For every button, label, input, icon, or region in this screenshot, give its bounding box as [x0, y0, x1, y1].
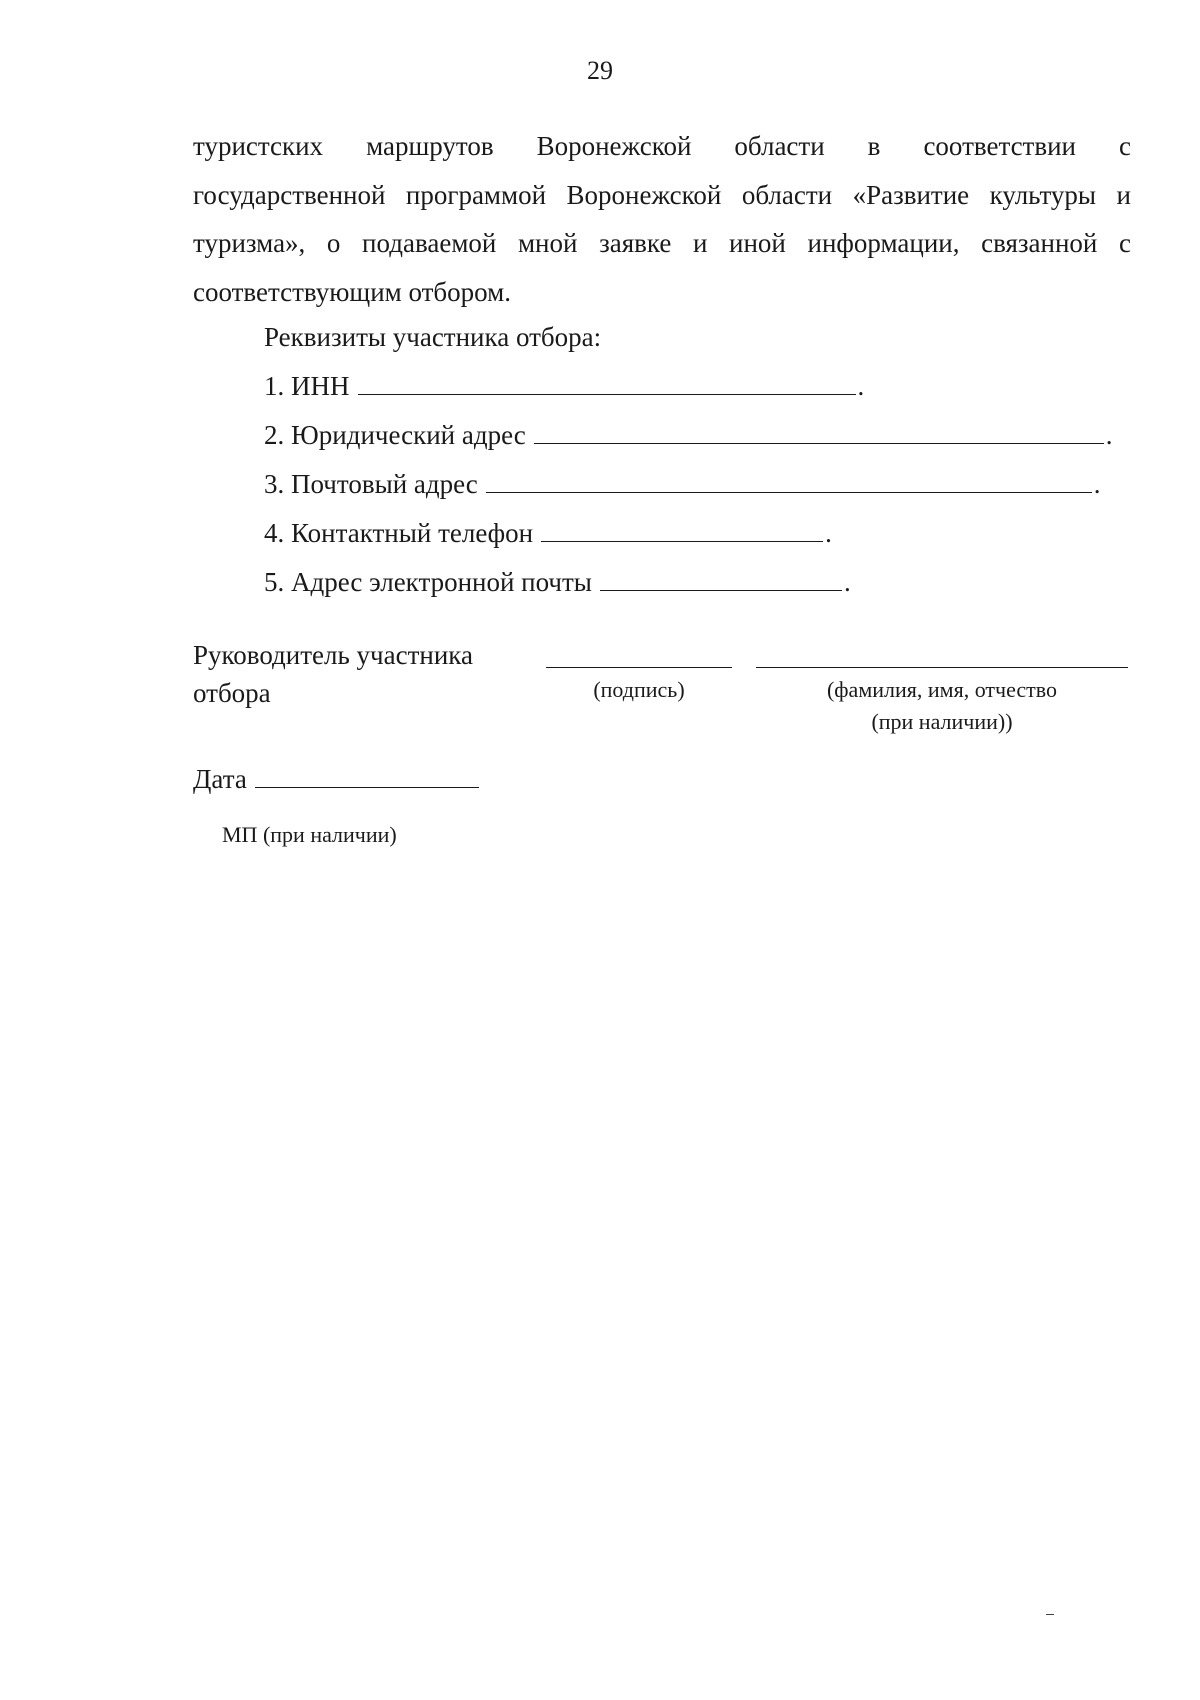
paragraph-line: туризма», о подаваемой мной заявке и иной информации, связанной с [193, 228, 1131, 258]
field-end: . [1093, 469, 1101, 499]
paragraph-line: государственной программой Воронежской области «Развитие культуры и [193, 179, 1131, 210]
date-label: Дата [193, 764, 247, 794]
field-end: . [1105, 420, 1113, 450]
field-label: 4. Контактный телефон [264, 518, 534, 548]
page-number: 29 [587, 56, 613, 85]
paragraph-line: туристских маршрутов Воронежской области в соответствии с [193, 131, 1131, 161]
date-line[interactable] [255, 765, 479, 788]
full-name-line[interactable] [756, 667, 1128, 668]
signer-label [193, 636, 473, 712]
field-inn [264, 371, 864, 402]
field-end: . [825, 518, 832, 548]
scan-mark [1046, 1614, 1054, 1615]
field-legal-address [264, 420, 1112, 451]
field-label: 1. ИНН [264, 371, 350, 401]
full-name-caption-line: (фамилия, имя, отчество [826, 677, 1058, 702]
field-label: 3. Почтовый адрес [264, 469, 478, 499]
signature-line[interactable] [546, 667, 732, 668]
field-end: . [857, 371, 865, 401]
stamp-note: МП (при наличии) [222, 822, 397, 847]
full-name-caption-line: (при наличии)) [871, 709, 1013, 734]
field-postal-address [264, 469, 1101, 500]
fill-in-line[interactable] [541, 519, 823, 542]
signature-caption [546, 674, 732, 706]
field-label: 5. Адрес электронной почты [264, 567, 592, 597]
full-name-caption [756, 674, 1128, 738]
field-phone [264, 518, 832, 549]
fill-in-line[interactable] [358, 372, 856, 395]
signature-caption-text: (подпись) [593, 677, 685, 702]
field-label: 2. Юридический адрес [264, 420, 526, 450]
fill-in-line[interactable] [486, 470, 1092, 493]
body-paragraph [193, 122, 1131, 316]
signer-label-line: отбора [193, 678, 271, 708]
requisites-heading: Реквизиты участника отбора: [264, 322, 602, 352]
fill-in-line[interactable] [600, 568, 842, 591]
paragraph-line: соответствующим отбором. [193, 276, 511, 307]
field-end: . [843, 567, 851, 597]
date-field [193, 764, 479, 795]
field-email [264, 567, 851, 598]
signer-label-line: Руководитель участника [193, 640, 473, 670]
fill-in-line[interactable] [534, 421, 1104, 444]
